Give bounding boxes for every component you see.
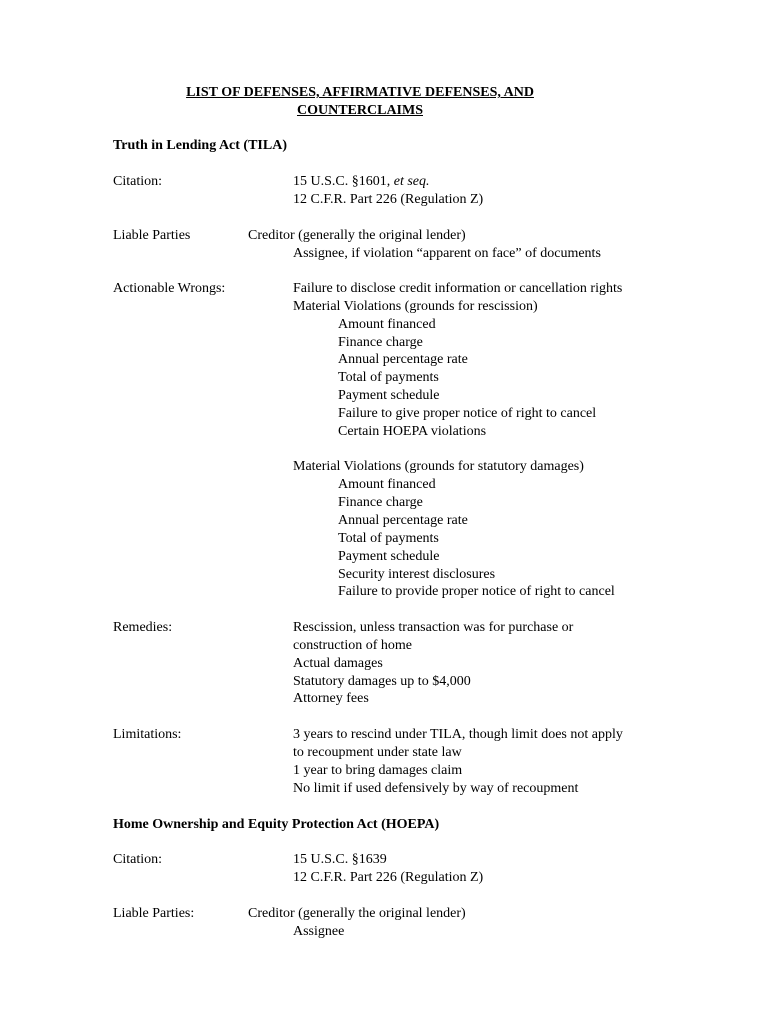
list-item: Actual damages: [293, 655, 383, 671]
list-item: Annual percentage rate: [338, 352, 468, 368]
hoepa-citation-label: Citation:: [113, 852, 162, 867]
list-item: Amount financed: [338, 477, 436, 493]
hoepa-liable-label: Liable Parties:: [113, 906, 195, 921]
tila-citation-line-2: 12 C.F.R. Part 226 (Regulation Z): [293, 191, 484, 207]
list-item: 1 year to bring damages claim: [293, 762, 463, 778]
list-item: to recoupment under state law: [293, 744, 462, 760]
tila-liable-value: [248, 227, 601, 263]
section-heading-tila: Truth in Lending Act (TILA): [113, 138, 287, 153]
spacer: [293, 441, 622, 459]
list-item: Rescission, unless transaction was for purchase or: [293, 620, 574, 635]
list-item: Finance charge: [338, 495, 423, 511]
tila-remedies-label: Remedies:: [113, 620, 173, 635]
tila-limitations-value: [293, 726, 623, 797]
list-item: Failure to provide proper notice of right to cancel: [338, 584, 615, 600]
hoepa-citation-line-1: 15 U.S.C. §1639: [293, 852, 387, 867]
document-title: [150, 84, 570, 120]
list-item: Total of payments: [338, 370, 439, 386]
tila-liable-line-1: Creditor (generally the original lender): [248, 228, 466, 243]
list-item: Total of payments: [338, 530, 439, 546]
list-item: Failure to give proper notice of right to cancel: [338, 405, 597, 421]
hoepa-citation-line-2: 12 C.F.R. Part 226 (Regulation Z): [293, 869, 484, 885]
title-line-1: LIST OF DEFENSES, AFFIRMATIVE DEFENSES, AND: [186, 85, 534, 100]
list-item: Certain HOEPA violations: [338, 423, 487, 439]
section-heading-hoepa: Home Ownership and Equity Protection Act (HOEPA): [113, 817, 440, 832]
list-item: Attorney fees: [293, 691, 369, 707]
tila-remedies-value: [293, 619, 573, 708]
list-item: construction of home: [293, 637, 412, 653]
tila-citation-italic: et seq.: [393, 174, 430, 189]
tila-limitations-label: Limitations:: [113, 727, 182, 742]
hoepa-liable-line-2: Assignee: [293, 923, 345, 939]
tila-citation-value: [293, 173, 483, 209]
tila-citation-label: Citation:: [113, 174, 162, 189]
tila-wrongs-group1-title: Material Violations (grounds for rescission): [293, 298, 538, 314]
list-item: No limit if used defensively by way of recoupment: [293, 780, 579, 796]
tila-liable-label: Liable Parties: [113, 228, 191, 243]
tila-wrongs-line-1: Failure to disclose credit information or cancellation rights: [293, 281, 623, 296]
list-item: Statutory damages up to $4,000: [293, 673, 471, 689]
list-item: Payment schedule: [338, 548, 440, 564]
hoepa-liable-line-1: Creditor (generally the original lender): [248, 906, 466, 921]
tila-wrongs-label: Actionable Wrongs:: [113, 281, 226, 296]
title-line-2: COUNTERCLAIMS: [296, 103, 423, 118]
list-item: Annual percentage rate: [338, 512, 468, 528]
list-item: Finance charge: [338, 334, 423, 350]
list-item: Amount financed: [338, 316, 436, 332]
tila-wrongs-value: [293, 280, 622, 601]
tila-citation-line-1: [293, 173, 483, 191]
tila-citation-main: 15 U.S.C. §1601,: [293, 174, 394, 189]
hoepa-citation-value: [293, 851, 483, 887]
tila-wrongs-group2-title: Material Violations (grounds for statutory damages): [293, 459, 584, 475]
list-item: Payment schedule: [338, 388, 440, 404]
tila-liable-line-2: Assignee, if violation “apparent on face” of documents: [293, 245, 601, 261]
list-item: 3 years to rescind under TILA, though limit does not apply: [293, 727, 623, 742]
list-item: Security interest disclosures: [338, 566, 496, 582]
hoepa-liable-value: [248, 905, 466, 941]
